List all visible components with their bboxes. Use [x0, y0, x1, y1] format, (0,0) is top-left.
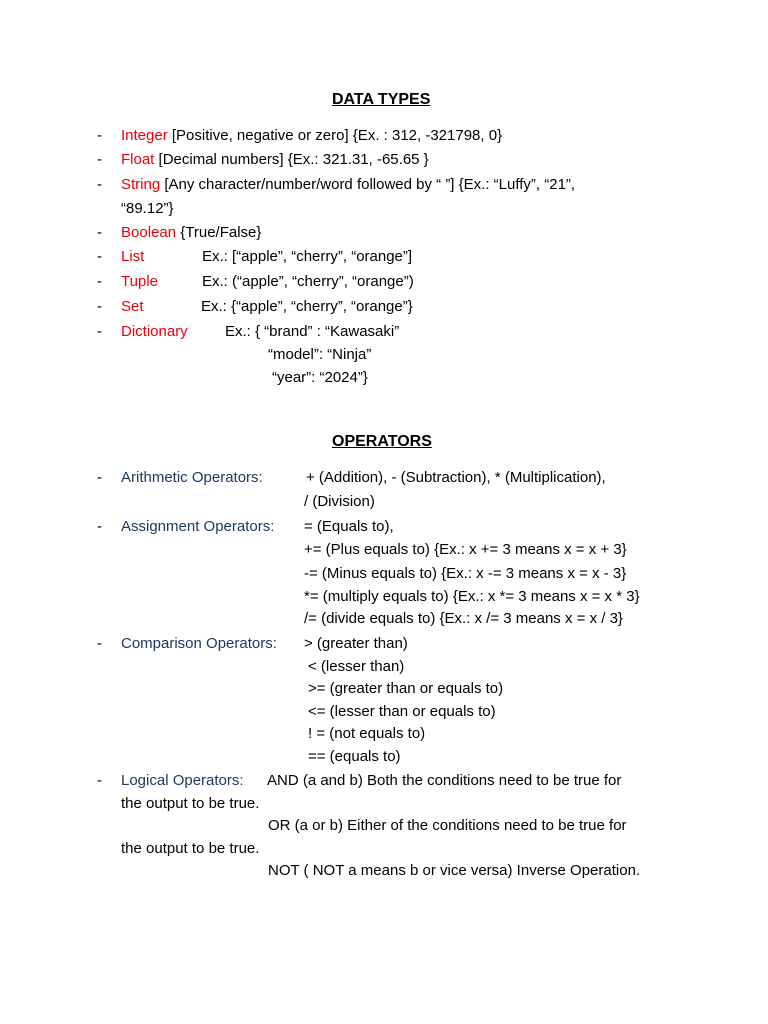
- integer-desc: [Positive, negative or zero] {Ex. : 312, -321798, 0}: [171, 127, 503, 144]
- dictionary-line-year: “year”: “2024”}: [272, 369, 368, 386]
- tuple-desc: Ex.: (“apple”, “cherry”, “orange”): [202, 273, 414, 290]
- boolean-term: Boolean: [121, 224, 177, 241]
- comparison-line: ! = (not equals to): [308, 725, 426, 742]
- bullet-dash: -: [97, 176, 102, 193]
- float-desc: [Decimal numbers] {Ex.: 321.31, -65.65 }: [158, 151, 429, 168]
- assignment-line: += (Plus equals to) {Ex.: x += 3 means x = x + 3}: [304, 541, 627, 558]
- boolean-desc: {True/False}: [180, 224, 262, 241]
- assignment-term: Assignment Operators:: [121, 518, 275, 535]
- bullet-dash: -: [97, 248, 102, 265]
- dictionary-line-model: “model”: “Ninja”: [268, 346, 372, 363]
- string-item: [121, 174, 575, 196]
- assignment-line: = (Equals to),: [304, 518, 394, 535]
- list-term: List: [121, 248, 145, 265]
- logical-line: NOT ( NOT a means b or vice versa) Inverse Operation.: [268, 862, 641, 879]
- list-desc: Ex.: [“apple”, “cherry”, “orange”]: [202, 248, 413, 265]
- dictionary-desc: Ex.: { “brand” : “Kawasaki”: [225, 323, 400, 340]
- bullet-dash: -: [97, 635, 102, 652]
- set-desc: Ex.: {“apple”, “cherry”, “orange”}: [201, 298, 413, 315]
- boolean-item: [121, 222, 261, 244]
- integer-item: [121, 125, 502, 147]
- logical-term: Logical Operators:: [121, 772, 244, 789]
- comparison-line: <= (lesser than or equals to): [308, 703, 496, 720]
- logical-line: AND (a and b) Both the conditions need to be true for: [267, 772, 622, 789]
- bullet-dash: -: [97, 772, 102, 789]
- set-term: Set: [121, 298, 144, 315]
- assignment-line: /= (divide equals to) {Ex.: x /= 3 means x = x / 3}: [304, 610, 623, 627]
- bullet-dash: -: [97, 323, 102, 340]
- bullet-dash: -: [97, 224, 102, 241]
- comparison-line: > (greater than): [304, 635, 408, 652]
- bullet-dash: -: [97, 151, 102, 168]
- comparison-term: Comparison Operators:: [121, 635, 277, 652]
- comparison-line: >= (greater than or equals to): [308, 680, 504, 697]
- assignment-line: -= (Minus equals to) {Ex.: x -= 3 means x = x - 3}: [304, 565, 627, 582]
- arithmetic-term: Arithmetic Operators:: [121, 469, 263, 486]
- assignment-line: *= (multiply equals to) {Ex.: x *= 3 means x = x * 3}: [304, 588, 640, 605]
- bullet-dash: -: [97, 298, 102, 315]
- integer-term: Integer: [121, 127, 168, 144]
- logical-line: the output to be true.: [121, 795, 260, 812]
- data-types-heading: DATA TYPES: [332, 91, 431, 108]
- tuple-term: Tuple: [121, 273, 158, 290]
- comparison-line: == (equals to): [308, 748, 401, 765]
- bullet-dash: -: [97, 127, 102, 144]
- logical-line: OR (a or b) Either of the conditions need to be true for: [268, 817, 627, 834]
- arithmetic-line: / (Division): [304, 493, 375, 510]
- bullet-dash: -: [97, 273, 102, 290]
- bullet-dash: -: [97, 518, 102, 535]
- string-desc: [Any character/number/word followed by “ ”] {Ex.: “Luffy”, “21”,: [164, 176, 576, 193]
- string-term: String: [121, 176, 161, 193]
- comparison-line: < (lesser than): [308, 658, 405, 675]
- bullet-dash: -: [97, 469, 102, 486]
- arithmetic-line: + (Addition), - (Subtraction), * (Multiplication),: [306, 469, 606, 486]
- float-term: Float: [121, 151, 155, 168]
- dictionary-term: Dictionary: [121, 323, 188, 340]
- string-desc-continued: “89.12”}: [121, 200, 174, 217]
- float-item: [121, 149, 429, 171]
- operators-heading: OPERATORS: [332, 433, 432, 450]
- logical-line: the output to be true.: [121, 840, 260, 857]
